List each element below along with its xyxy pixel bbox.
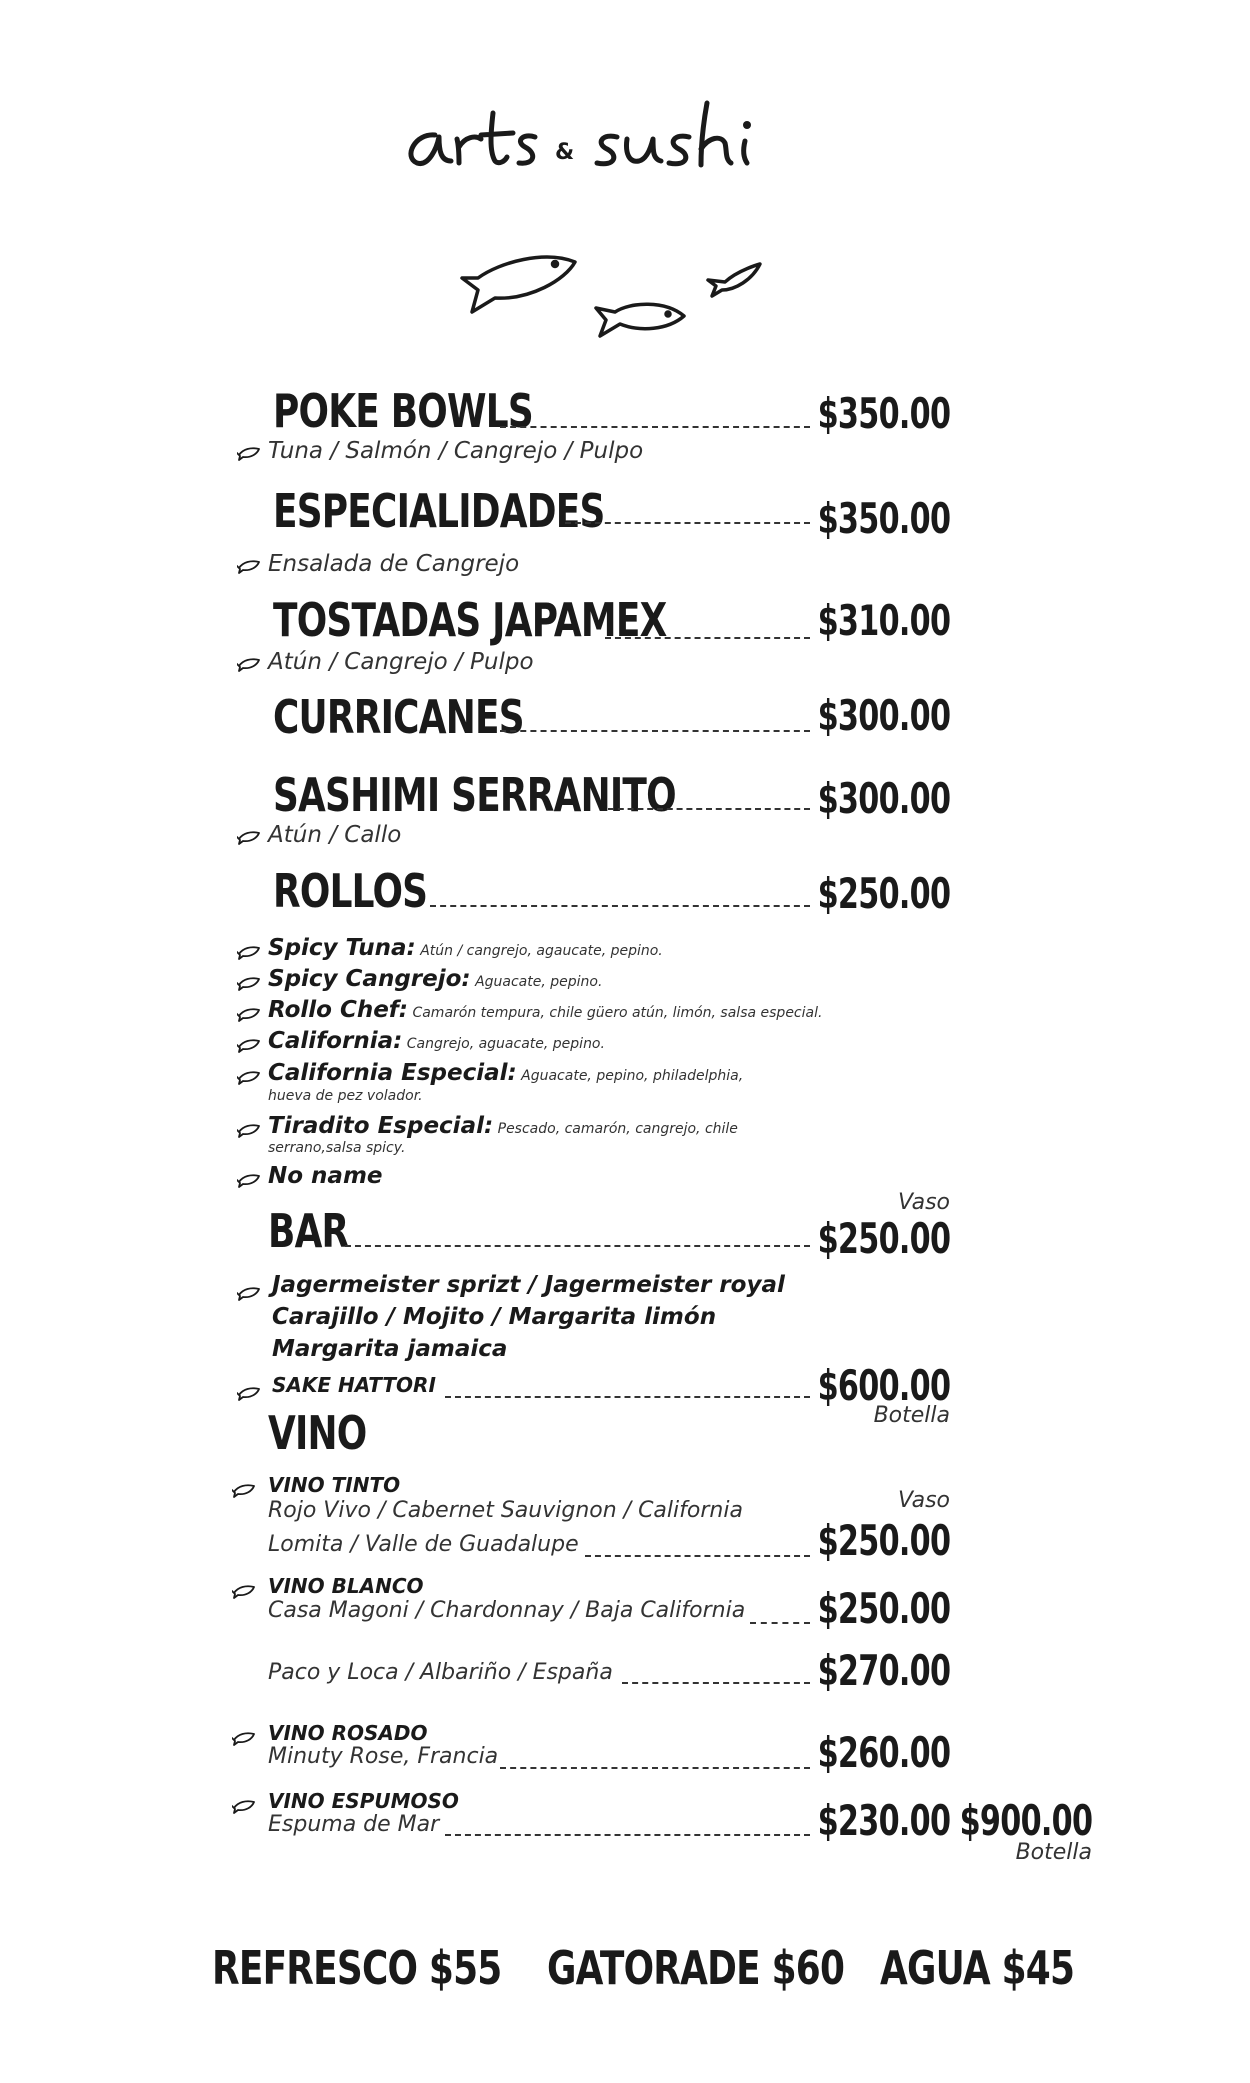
fish-outline-icon [237, 1006, 263, 1022]
category-poke-bowls: POKE BOWLS [273, 384, 533, 438]
roll-item [268, 1165, 383, 1188]
roll-item [268, 1115, 738, 1138]
leader-dots [608, 808, 810, 810]
roll-item [268, 1062, 743, 1085]
vino-tinto-line: Lomita / Valle de Guadalupe [268, 1532, 579, 1557]
price-curricanes: $300.00 [817, 691, 950, 740]
fish-outline-icon [237, 1172, 263, 1188]
price-vino-espumoso: $230.00 [817, 1796, 950, 1845]
fish-outline-icon [237, 445, 263, 461]
roll-name: Rollo Chef: [268, 997, 408, 1023]
desc-poke-bowls: Tuna / Salmón / Cangrejo / Pulpo [268, 438, 644, 464]
vino-tinto-label: VINO TINTO [268, 1473, 401, 1497]
roll-desc: Camarón tempura, chile güero atún, limón, salsa especial. [412, 1005, 823, 1021]
roll-desc: Cangrejo, aguacate, pepino. [406, 1036, 605, 1052]
vino-espumoso-line: Espuma de Mar [268, 1812, 440, 1837]
unit-label: Botella [873, 1403, 950, 1428]
category-curricanes: CURRICANES [273, 690, 524, 744]
leader-dots [345, 1245, 810, 1247]
price-sashimi-serranito: $300.00 [817, 774, 950, 823]
price-vino-tinto: $250.00 [817, 1516, 950, 1565]
roll-desc-cont: serrano,salsa spicy. [268, 1140, 406, 1156]
leader-dots [445, 1834, 810, 1836]
roll-name: No name [268, 1163, 383, 1189]
price-rollos: $250.00 [817, 869, 950, 918]
fish-outline-icon [237, 1069, 263, 1085]
price-vino-espumoso-botella: $900.00 [959, 1796, 1092, 1845]
roll-desc: Pescado, camarón, cangrejo, chile [497, 1121, 738, 1137]
unit-label: Botella [1015, 1840, 1092, 1865]
leader-dots [445, 1396, 810, 1398]
fish-outline-icon [237, 1385, 263, 1401]
category-rollos: ROLLOS [273, 864, 428, 918]
unit-label: Vaso [897, 1488, 950, 1513]
roll-desc: Aguacate, pepino. [475, 974, 603, 990]
price-vino-rosado: $260.00 [817, 1728, 950, 1777]
price-poke-bowls: $350.00 [817, 389, 950, 438]
svg-text:&: & [555, 140, 575, 165]
roll-item [268, 999, 822, 1022]
footer-gatorade: GATORADE $60 [547, 1941, 845, 1995]
roll-item [268, 937, 663, 960]
roll-name: California Especial: [268, 1060, 517, 1086]
desc-tostadas-japamex: Atún / Cangrejo / Pulpo [268, 649, 534, 675]
fish-outline-icon [232, 1798, 258, 1814]
roll-desc: Aguacate, pepino, philadelphia, [521, 1068, 744, 1084]
fish-outline-icon [237, 656, 263, 672]
vino-blanco-line: Paco y Loca / Albariño / España [268, 1660, 613, 1685]
leader-dots [500, 426, 810, 428]
leader-dots [430, 905, 810, 907]
brand-logo-art [395, 95, 855, 185]
leader-dots [585, 1555, 810, 1557]
price-tostadas-japamex: $310.00 [817, 596, 950, 645]
roll-desc-cont: hueva de pez volador. [268, 1088, 423, 1104]
category-vino: VINO [268, 1406, 367, 1460]
fish-outline-icon [232, 1730, 258, 1746]
bar-drinks-line: Jagermeister sprizt / Jagermeister royal [272, 1272, 785, 1298]
leader-dots [605, 637, 810, 639]
fish-outline-icon [232, 1583, 258, 1599]
price-vino-blanco-2: $270.00 [817, 1646, 950, 1695]
leader-dots [500, 1767, 810, 1769]
fish-outline-icon [237, 1285, 263, 1301]
footer-refresco: REFRESCO $55 [212, 1941, 502, 1995]
roll-name: California: [268, 1028, 403, 1054]
fish-outline-icon [232, 1482, 258, 1498]
vino-espumoso-label: VINO ESPUMOSO [268, 1789, 459, 1813]
sake-name: SAKE HATTORI [272, 1373, 436, 1397]
bar-drinks-line: Margarita jamaica [272, 1336, 508, 1362]
bar-drinks-line: Carajillo / Mojito / Margarita limón [272, 1304, 717, 1330]
desc-sashimi-serranito: Atún / Callo [268, 822, 402, 848]
roll-item [268, 1030, 605, 1053]
fish-outline-icon [237, 1122, 263, 1138]
footer-agua: AGUA $45 [880, 1941, 1075, 1995]
vino-blanco-label: VINO BLANCO [268, 1574, 424, 1598]
roll-name: Tiradito Especial: [268, 1113, 494, 1139]
leader-dots [565, 522, 810, 524]
vino-blanco-line: Casa Magoni / Chardonnay / Baja California [268, 1598, 746, 1623]
roll-item [268, 968, 602, 991]
price-vino-blanco-1: $250.00 [817, 1584, 950, 1633]
roll-name: Spicy Cangrejo: [268, 966, 471, 992]
leader-dots [500, 730, 810, 732]
roll-desc: Atún / cangrejo, agaucate, pepino. [420, 943, 663, 959]
category-tostadas-japamex: TOSTADAS JAPAMEX [273, 593, 667, 647]
fish-outline-icon [237, 1037, 263, 1053]
category-bar: BAR [268, 1204, 349, 1258]
desc-especialidades: Ensalada de Cangrejo [268, 551, 520, 577]
vino-rosado-label: VINO ROSADO [268, 1721, 428, 1745]
brand-logo [0, 95, 1250, 190]
category-sashimi-serranito: SASHIMI SERRANITO [273, 768, 676, 822]
vino-rosado-line: Minuty Rose, Francia [268, 1744, 499, 1769]
fish-outline-icon [237, 944, 263, 960]
vino-tinto-line: Rojo Vivo / Cabernet Sauvignon / California [268, 1498, 743, 1523]
fish-outline-icon [237, 558, 263, 574]
leader-dots [750, 1622, 810, 1624]
price-especialidades: $350.00 [817, 494, 950, 543]
roll-name: Spicy Tuna: [268, 935, 416, 961]
price-sake: $600.00 [817, 1361, 950, 1410]
leader-dots [622, 1682, 810, 1684]
three-fish-icon [0, 250, 1250, 360]
unit-label: Vaso [897, 1190, 950, 1215]
fish-outline-icon [237, 829, 263, 845]
fish-outline-icon [237, 975, 263, 991]
price-bar: $250.00 [817, 1214, 950, 1263]
category-especialidades: ESPECIALIDADES [273, 484, 605, 538]
